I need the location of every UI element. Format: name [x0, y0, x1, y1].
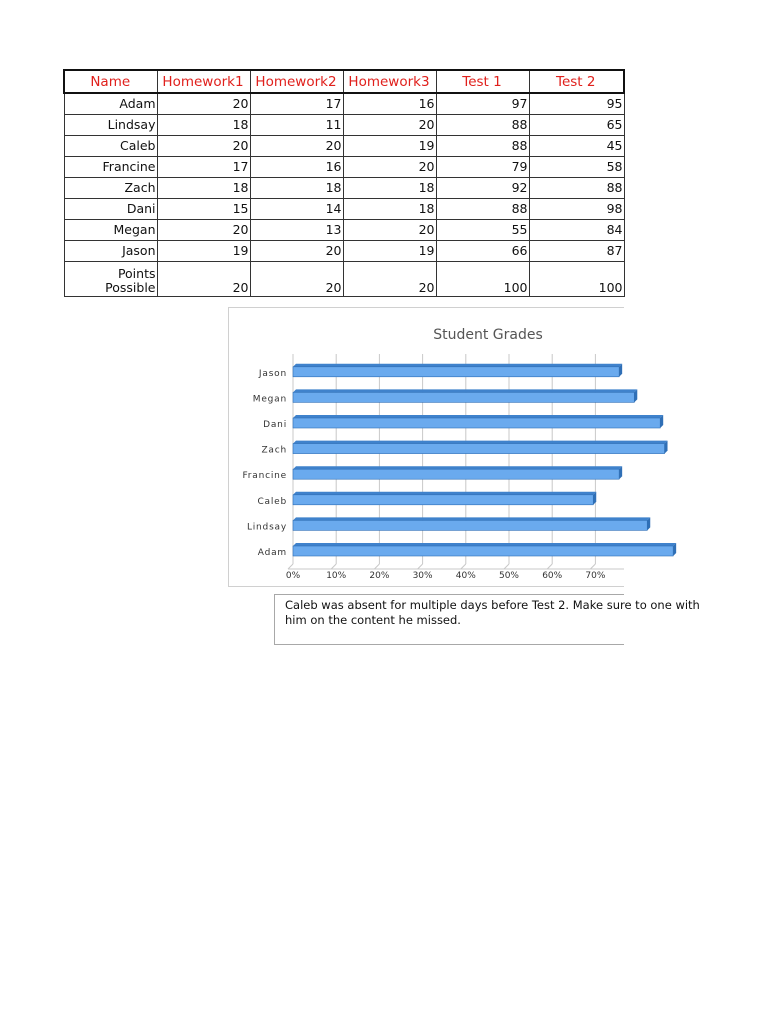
cell-homework1[interactable]: 15 — [157, 199, 250, 220]
header-homework2[interactable]: Homework2 — [250, 70, 343, 93]
cell-homework2[interactable]: 18 — [250, 178, 343, 199]
cell-name[interactable]: Francine — [64, 157, 157, 178]
bar-top-face — [293, 492, 596, 495]
x-tick-label: 70% — [585, 571, 606, 581]
x-tick-label: 50% — [498, 571, 520, 581]
bar-adam[interactable] — [293, 546, 673, 556]
cell-homework2[interactable]: 17 — [250, 93, 343, 115]
bar-top-face — [293, 364, 622, 367]
cell-test1[interactable]: 79 — [436, 157, 529, 178]
header-homework3[interactable]: Homework3 — [343, 70, 436, 93]
cell-homework3[interactable]: 20 — [343, 220, 436, 241]
cell-homework2[interactable]: 13 — [250, 220, 343, 241]
gridline-floor — [374, 564, 379, 569]
cell-test1[interactable]: 66 — [436, 241, 529, 262]
category-label: Francine — [242, 471, 287, 482]
bar-top-face — [293, 466, 622, 469]
cell-name[interactable]: Jason — [64, 241, 157, 262]
cell-homework2[interactable]: 16 — [250, 157, 343, 178]
chart-title: Student Grades — [433, 327, 543, 343]
header-test1[interactable]: Test 1 — [436, 70, 529, 93]
cell-name[interactable]: Dani — [64, 199, 157, 220]
bar-top-face — [293, 543, 676, 546]
category-label: Megan — [252, 394, 287, 405]
cell-test1[interactable]: 55 — [436, 220, 529, 241]
x-tick-label: 0% — [285, 571, 301, 581]
category-label: Zach — [261, 445, 287, 456]
gridline-floor — [288, 564, 293, 569]
bar-caleb[interactable] — [293, 495, 593, 505]
table-row — [64, 220, 624, 241]
x-tick-label: 30% — [412, 571, 433, 581]
bar-top-face — [293, 441, 668, 444]
cell-test1[interactable]: 97 — [436, 93, 529, 115]
table-row — [64, 136, 624, 157]
cell-name[interactable]: Megan — [64, 220, 157, 241]
gridline-floor — [504, 564, 509, 569]
chart-svg — [229, 308, 624, 586]
header-row — [64, 70, 624, 93]
cell-test1[interactable]: 92 — [436, 178, 529, 199]
student-grades-chart[interactable] — [228, 307, 624, 587]
cell-points-test1[interactable]: 100 — [436, 262, 529, 297]
cell-test1[interactable]: 88 — [436, 199, 529, 220]
gridline-floor — [461, 564, 466, 569]
bar-francine[interactable] — [293, 469, 619, 479]
category-label: Adam — [257, 548, 287, 558]
points-label-line2: Possible — [105, 280, 156, 295]
x-tick-label: 20% — [369, 571, 390, 581]
cell-name[interactable]: Caleb — [64, 136, 157, 157]
table-row — [64, 199, 624, 220]
cell-test2[interactable]: 95 — [529, 93, 624, 115]
bar-zach[interactable] — [293, 444, 665, 454]
cell-homework3[interactable]: 19 — [343, 241, 436, 262]
header-name[interactable]: Name — [64, 70, 157, 93]
cell-homework2[interactable]: 20 — [250, 241, 343, 262]
bar-jason[interactable] — [293, 367, 619, 377]
cell-points-homework3[interactable]: 20 — [343, 262, 436, 297]
cell-homework3[interactable]: 16 — [343, 93, 436, 115]
cell-homework3[interactable]: 18 — [343, 199, 436, 220]
cell-homework1[interactable]: 19 — [157, 241, 250, 262]
cell-homework2[interactable]: 14 — [250, 199, 343, 220]
note-textbox[interactable] — [274, 594, 700, 645]
note-text: Caleb was absent for multiple days before Test 2. Make sure to one with him on the content he missed. — [285, 598, 700, 627]
cell-test2[interactable]: 98 — [529, 199, 624, 220]
category-label: Caleb — [257, 496, 287, 507]
cell-homework1[interactable]: 18 — [157, 178, 250, 199]
cell-homework3[interactable]: 20 — [343, 157, 436, 178]
category-label: Lindsay — [246, 522, 287, 533]
cell-test1[interactable]: 88 — [436, 115, 529, 136]
cell-test2[interactable]: 45 — [529, 136, 624, 157]
cell-points-homework2[interactable]: 20 — [250, 262, 343, 297]
x-tick-label: 40% — [455, 571, 476, 581]
gridline-floor — [590, 564, 595, 569]
gridline-floor — [331, 564, 336, 569]
cell-homework1[interactable]: 20 — [157, 136, 250, 157]
cell-test2[interactable]: 65 — [529, 115, 624, 136]
bar-lindsay[interactable] — [293, 520, 647, 530]
category-label: Jason — [258, 368, 287, 379]
table-row — [64, 93, 624, 115]
x-tick-label: 10% — [326, 571, 347, 581]
gridline-floor — [547, 564, 552, 569]
header-homework1[interactable]: Homework1 — [157, 70, 250, 93]
cell-test2[interactable]: 87 — [529, 241, 624, 262]
cell-test2[interactable]: 84 — [529, 220, 624, 241]
table-row — [64, 115, 624, 136]
gridline-floor — [418, 564, 423, 569]
x-tick-label: 60% — [542, 571, 563, 581]
cell-points-homework1[interactable]: 20 — [157, 262, 250, 297]
bar-top-face — [293, 517, 650, 520]
grades-table — [63, 69, 625, 297]
cell-homework2[interactable]: 20 — [250, 136, 343, 157]
cell-test2[interactable]: 88 — [529, 178, 624, 199]
bar-dani[interactable] — [293, 418, 660, 428]
points-label-line1: Points — [117, 266, 156, 281]
header-test2[interactable]: Test 2 — [529, 70, 624, 93]
cell-homework1[interactable]: 20 — [157, 220, 250, 241]
cell-points-test2[interactable]: 100 — [529, 262, 624, 297]
cell-homework1[interactable]: 18 — [157, 115, 250, 136]
bar-megan[interactable] — [293, 392, 634, 402]
cell-homework3[interactable]: 19 — [343, 136, 436, 157]
cell-name[interactable]: Zach — [64, 178, 157, 199]
cell-homework1[interactable]: 20 — [157, 93, 250, 115]
cell-homework2[interactable]: 11 — [250, 115, 343, 136]
grades-body — [64, 93, 624, 297]
cell-name[interactable]: Adam — [64, 93, 157, 115]
cell-test2[interactable]: 58 — [529, 157, 624, 178]
table-row — [64, 241, 624, 262]
cell-homework3[interactable]: 20 — [343, 115, 436, 136]
cell-name[interactable] — [64, 262, 157, 297]
category-label: Dani — [263, 420, 287, 430]
points-possible-row — [64, 262, 624, 297]
bar-top-face — [293, 389, 637, 392]
table-row — [64, 178, 624, 199]
cell-homework1[interactable]: 17 — [157, 157, 250, 178]
bar-top-face — [293, 415, 663, 418]
cell-test1[interactable]: 88 — [436, 136, 529, 157]
cell-name[interactable]: Lindsay — [64, 115, 157, 136]
table-row — [64, 157, 624, 178]
cell-homework3[interactable]: 18 — [343, 178, 436, 199]
